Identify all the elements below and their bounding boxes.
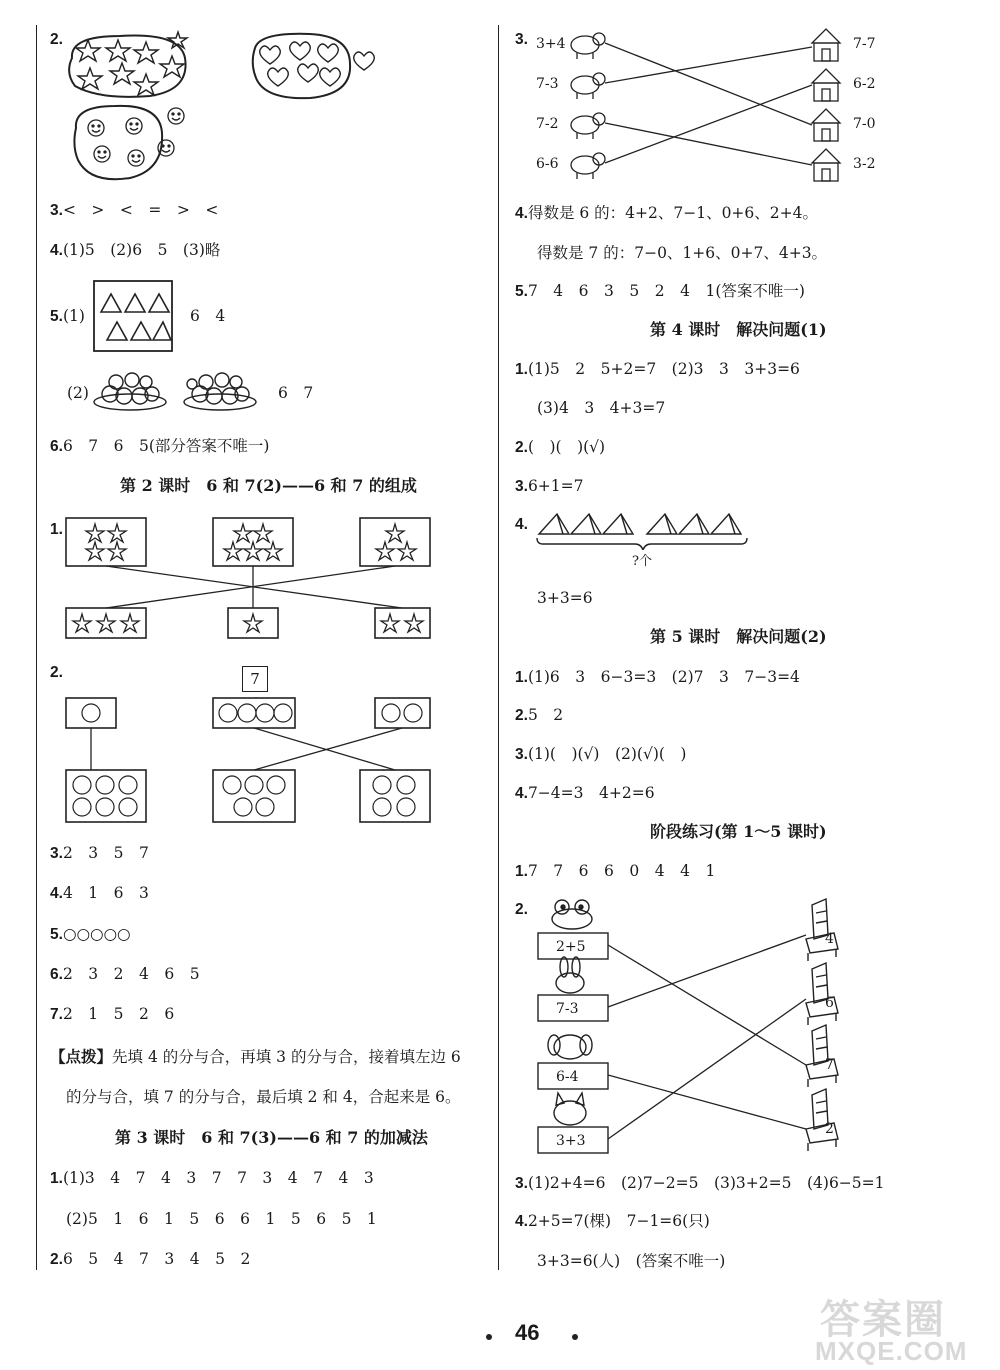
lesson4-q2: 2.( )( )(√): [515, 438, 606, 456]
right-q4-line2: 得数是 7 的：7−0、1+6、0+7、4+3。: [537, 244, 828, 262]
lesson2-q5: 5.○○○○○: [50, 925, 131, 943]
sheep-houses-matching-figure: [530, 25, 890, 190]
lesson4-q4-number: 4.: [515, 516, 528, 533]
card-expression: 7-3: [556, 1001, 579, 1017]
left-q5-part1-answer: 6 4: [190, 307, 226, 325]
left-q4: 4.(1)5 (2)6 5 (3)略: [50, 241, 221, 259]
practice-q4-line2: 3+3=6(人) (答案不唯一): [537, 1252, 726, 1270]
lesson4-q3: 3.6+1=7: [515, 477, 584, 495]
watermark-url: MXQE.COM: [815, 1336, 968, 1366]
house-expression: 7-0: [853, 116, 876, 132]
fruit-boxes-matching-figure: [60, 695, 440, 825]
left-q6: 6.6 7 6 5(部分答案不唯一): [50, 437, 270, 455]
practice-q4-line1: 4.2+5=7(棵) 7−1=6(只): [515, 1212, 710, 1230]
lesson5-q3: 3.(1)( )(√) (2)(√)( ): [515, 745, 687, 763]
card-expression: 2+5: [556, 939, 586, 955]
chair-number: 7: [825, 1057, 834, 1073]
pyramids-brace-figure: [535, 508, 755, 550]
section-heading-lesson-2: 第 2 课时 6 和 7(2)——6 和 7 的组成: [120, 476, 417, 495]
lesson2-q1-number: 1.: [50, 521, 63, 538]
lesson2-q7: 7.2 1 5 2 6: [50, 1005, 175, 1023]
footer-dot-left: [486, 1334, 492, 1340]
lesson4-q1-line2: (3)4 3 4+3=7: [537, 399, 666, 417]
house-expression: 3-2: [853, 156, 876, 172]
right-q4-line1: 4.得数是 6 的：4+2、7−1、0+6、2+4。: [515, 204, 818, 222]
smiley-set: [74, 106, 162, 179]
sheep-expression: 3+4: [536, 36, 566, 52]
lesson2-q3: 3.2 3 5 7: [50, 844, 149, 862]
lesson4-q4-equation: 3+3=6: [537, 589, 593, 607]
card-expression: 6-4: [556, 1069, 579, 1085]
lesson2-q2-total-box: 7: [242, 666, 268, 692]
left-q5-part2-answer: 6 7: [278, 384, 314, 402]
lesson2-q2-number: 2.: [50, 664, 63, 681]
left-q5-part2: (2): [67, 384, 89, 402]
lesson3-q1-line2: (2)5 1 6 1 5 6 6 1 5 6 5 1: [66, 1210, 377, 1228]
chair-number: 2: [825, 1121, 834, 1137]
left-q3: 3.< > < = > <: [50, 201, 219, 219]
watermark-logo: 答案圈: [820, 1298, 946, 1342]
card-expression: 3+3: [556, 1133, 586, 1149]
tip-line-1: 【点拨】先填 4 的分与合，再填 3 的分与合，接着填左边 6: [50, 1047, 461, 1066]
house-expression: 6-2: [853, 76, 876, 92]
sheep-expression: 6-6: [536, 156, 559, 172]
section-heading-lesson-5: 第 5 课时 解决问题(2): [650, 627, 827, 646]
tomato-plates-figure: [92, 368, 262, 414]
section-heading-stage-practice: 阶段练习(第 1～5 课时): [650, 822, 827, 841]
lesson5-q4: 4.7−4=3 4+2=6: [515, 784, 655, 802]
lesson5-q2: 2.5 2: [515, 706, 564, 724]
practice-q1: 1.7 7 6 6 0 4 4 1: [515, 862, 716, 880]
footer-dot-right: [572, 1334, 578, 1340]
house-expression: 7-7: [853, 36, 876, 52]
sheep-expression: 7-3: [536, 76, 559, 92]
practice-q3: 3.(1)2+4=6 (2)7−2=5 (3)3+2=5 (4)6−5=1: [515, 1174, 885, 1192]
animals-chairs-matching-figure: [530, 895, 870, 1155]
sheep-expression: 7-2: [536, 116, 559, 132]
smiley-icons: [88, 108, 184, 166]
lesson2-q4: 4.4 1 6 3: [50, 884, 149, 902]
lesson4-q1-line1: 1.(1)5 2 5+2=7 (2)3 3 3+3=6: [515, 360, 800, 378]
page-number: 46: [515, 1320, 540, 1345]
shapes-sets-figure: [60, 28, 390, 188]
right-q3-number: 3.: [515, 31, 528, 48]
left-q2-number: 2.: [50, 31, 63, 48]
star-boxes-matching-figure: [60, 515, 440, 645]
lesson5-q1: 1.(1)6 3 6−3=3 (2)7 3 7−3=4: [515, 668, 800, 686]
chair-number: 4: [825, 931, 834, 947]
center-column-rule: [498, 25, 499, 1270]
practice-q2-number: 2.: [515, 901, 528, 918]
lesson2-q6: 6.2 3 2 4 6 5: [50, 965, 200, 983]
left-q5-part1: 5.(1): [50, 307, 85, 325]
chair-number: 6: [825, 995, 834, 1011]
right-q5: 5.7 4 6 3 5 2 4 1(答案不唯一): [515, 282, 805, 300]
lesson4-q4-brace-label: ?个: [632, 554, 652, 569]
section-heading-lesson-4: 第 4 课时 解决问题(1): [650, 320, 827, 339]
lesson3-q2: 2.6 5 4 7 3 4 5 2: [50, 1250, 251, 1268]
left-column-rule: [36, 25, 37, 1270]
tip-line-2: 的分与合，填 7 的分与合，最后填 2 和 4，合起来是 6。: [66, 1088, 461, 1106]
section-heading-lesson-3: 第 3 课时 6 和 7(3)——6 和 7 的加减法: [115, 1128, 428, 1147]
heart-icons: [260, 42, 375, 86]
lesson3-q1-line1: 1.(1)3 4 7 4 3 7 7 3 4 7 4 3: [50, 1169, 374, 1187]
triangles-box-figure: [93, 280, 173, 352]
